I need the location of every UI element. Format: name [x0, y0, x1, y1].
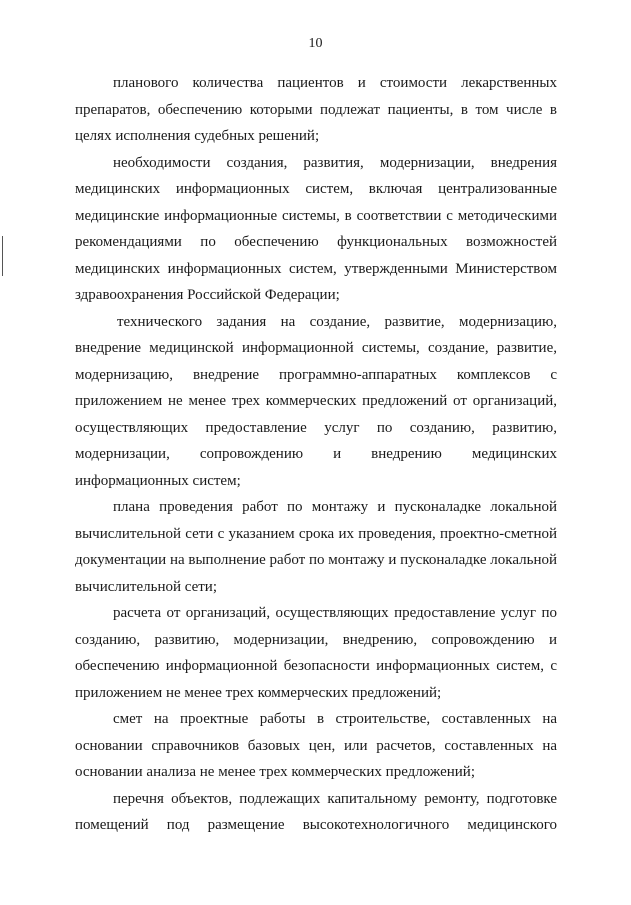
text-line: перечня объектов, подлежащих капитальному ремонту, подготовке [113, 790, 557, 807]
text-line: приложением не менее трех коммерческих предложений от организаций, [75, 393, 557, 409]
paragraph [75, 494, 557, 600]
text-line: вычислительной сети; [75, 578, 217, 595]
paragraph [75, 600, 557, 706]
text-line: препаратов, обеспечению которыми подлежат пациенты, в том числе в [75, 101, 557, 118]
page-number: 10 [308, 36, 323, 51]
text-line: целях исполнения судебных решений; [75, 128, 320, 144]
text-line: информационных систем; [75, 472, 241, 489]
text-line: обеспечению информационной безопасности информационных систем, с [75, 658, 557, 674]
paragraph [75, 70, 557, 150]
text-line: помещений под размещение высокотехнологичного медицинского [75, 817, 557, 833]
paragraph [75, 706, 557, 786]
text-line: приложением не менее трех коммерческих предложений; [75, 684, 442, 701]
text-line: основании анализа не менее трех коммерческих предложений; [75, 764, 475, 780]
text-line: документации на выполнение работ по монтажу и пусконаладке локальной [75, 552, 557, 568]
text-line: рекомендациями по обеспечению функциональных возможностей [75, 234, 557, 250]
text-line: модернизацию, внедрение программно-аппаратных комплексов с [75, 366, 557, 383]
text-line: здравоохранения Российской Федерации; [75, 287, 340, 303]
text-line: планового количества пациентов и стоимости лекарственных [113, 75, 557, 91]
text-line: смет на проектные работы в строительстве, составленных на [113, 711, 557, 727]
document-body [75, 70, 557, 839]
text-line: основании справочников базовых цен, или расчетов, составленных на [75, 737, 557, 754]
text-line: медицинских информационных систем, включая централизованные [75, 181, 557, 197]
text-line: плана проведения работ по монтажу и пусконаладке локальной [113, 499, 557, 515]
text-line: расчета от организаций, осуществляющих предоставление услуг по [113, 605, 557, 621]
text-line: медицинские информационные системы, в соответствии с методическими [75, 207, 557, 224]
text-line: осуществляющих предоставление услуг по созданию, развитию, [75, 419, 557, 436]
text-line: вычислительной сети с указанием срока их проведения, проектно-сметной [75, 525, 557, 542]
paragraph [75, 786, 557, 839]
text-line: технического задания на создание, развитие, модернизацию, [117, 313, 557, 330]
scan-artifact-left-edge [2, 236, 3, 276]
text-line: модернизации, сопровождению и внедрению медицинских [75, 446, 557, 462]
text-line: внедрение медицинской информационной системы, создание, развитие, [75, 340, 557, 356]
paragraph [75, 150, 557, 309]
paragraph [75, 309, 557, 495]
text-line: необходимости создания, развития, модернизации, внедрения [113, 154, 557, 171]
text-line: созданию, развитию, модернизации, внедрению, сопровождению и [75, 631, 557, 648]
text-line: медицинских информационных систем, утвержденными Министерством [75, 260, 557, 277]
